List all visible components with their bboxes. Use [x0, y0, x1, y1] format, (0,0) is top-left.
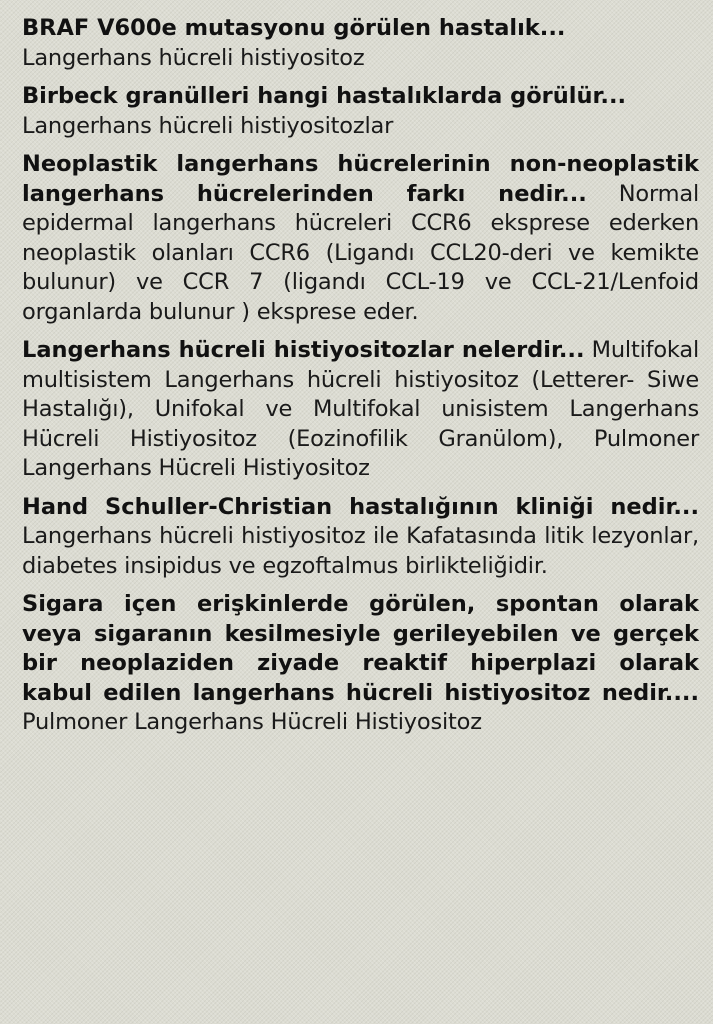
qa-entry: [22, 336, 699, 484]
answer-text: Normal epidermal langerhans hücreleri CCR6 eksprese ederken neoplastik olanları CCR6 (Ligandı CCL20-deri ve kemikte bulunur) ve CCR 7 (ligandı CCL-19 ve CCL-21/Lenfoid organlarda bulunur ) eksprese eder.: [22, 180, 699, 325]
answer-text: Multifokal multisistem Langerhans hücreli histiyositoz (Letterer- Siwe Hastalığı), Unifokal ve Multifokal unisistem Langerhans Hücreli Histiyositoz (Eozinofilik Granülom), Pulmoner Langerhans Hücreli Histiyositoz: [22, 337, 699, 481]
answer-text: Langerhans hücreli histiyositozlar: [22, 112, 394, 139]
qa-entry: [22, 14, 699, 73]
answer-text: Langerhans hücreli histiyositoz ile Kafatasında litik lezyonlar, diabetes insipidus ve egzoftalmus birlikteliğidir.: [22, 523, 699, 579]
qa-entry: [22, 590, 699, 738]
qa-entry: [22, 493, 699, 582]
question-text: Langerhans hücreli histiyositozlar nelerdir...: [22, 337, 585, 363]
question-text: Hand Schuller-Christian hastalığının kliniği nedir...: [22, 493, 699, 520]
question-text: Neoplastik langerhans hücrelerinin non-neoplastik langerhans hücrelerinden farkı nedir...: [22, 151, 699, 207]
qa-entry: [22, 150, 699, 327]
question-text: BRAF V600e mutasyonu görülen hastalık...: [22, 15, 566, 41]
answer-text: Pulmoner Langerhans Hücreli Histiyositoz: [22, 709, 482, 735]
question-text: Birbeck granülleri hangi hastalıklarda görülür...: [22, 83, 627, 109]
qa-entry: [22, 82, 699, 141]
answer-text: Langerhans hücreli histiyositoz: [22, 44, 365, 71]
question-text: Sigara içen erişkinlerde görülen, spontan olarak veya sigaranın kesilmesiyle gerileyebilen ve gerçek bir neoplaziden ziyade reaktif hiperplazi olarak kabul edilen langerhans hücreli histiyositoz nedir....: [22, 591, 699, 706]
